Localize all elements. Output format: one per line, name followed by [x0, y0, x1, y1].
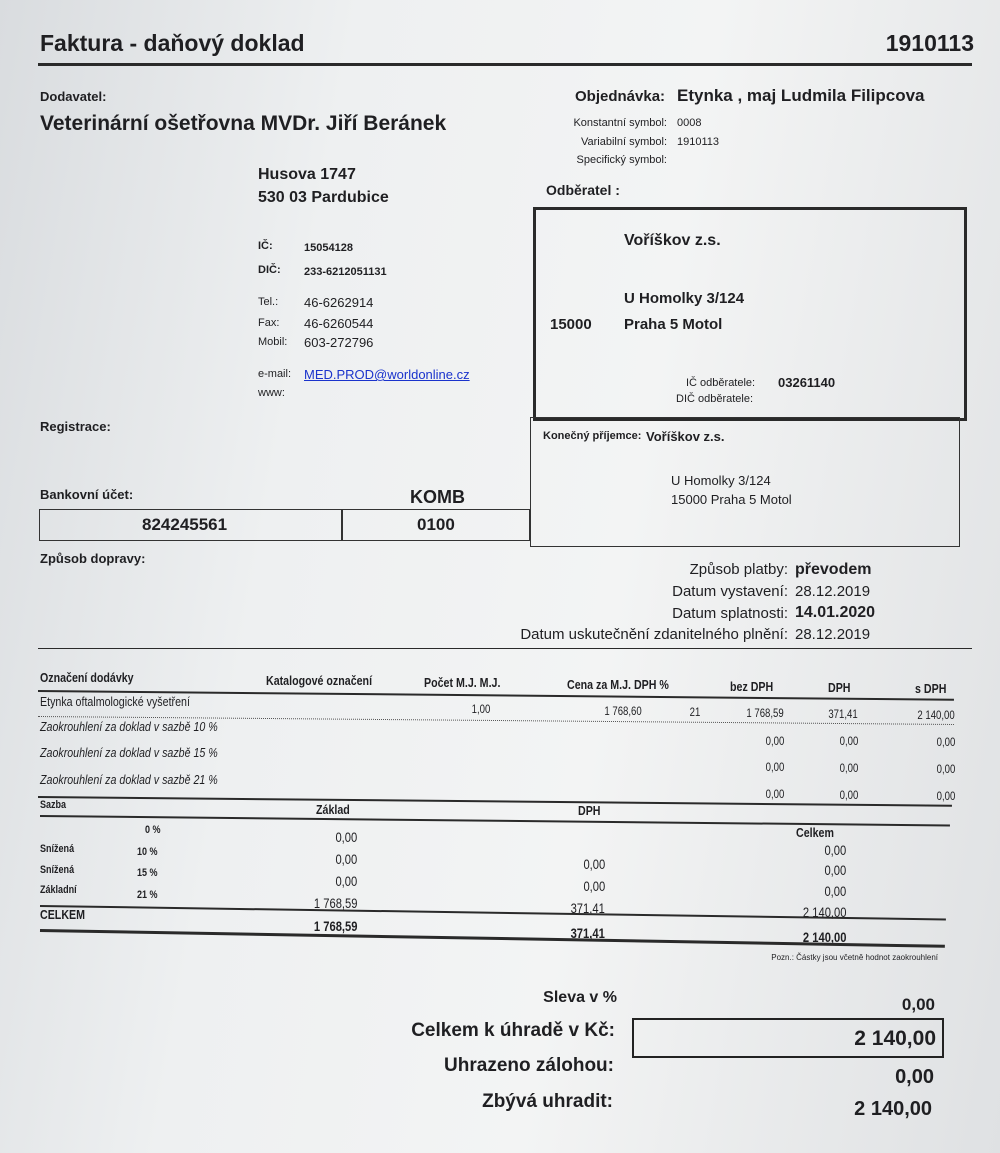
due-box [632, 1018, 944, 1058]
total: 0,00 [824, 842, 846, 858]
col-header: Základ [316, 802, 350, 817]
ic-label: IČ: [258, 240, 273, 252]
bank-code-label: KOMB [410, 487, 465, 507]
divider [38, 63, 972, 66]
item-total: 0,00 [936, 789, 955, 803]
due-date-label: Datum splatnosti: [672, 605, 788, 622]
base: 0,00 [335, 829, 357, 845]
item-vat: 371,41 [828, 707, 858, 721]
invoice-title: Faktura - daňový doklad [40, 30, 305, 56]
item-base: 0,00 [765, 734, 784, 748]
col-header: Označení dodávky [40, 670, 134, 685]
paid-label: Uhrazeno zálohou: [444, 1055, 614, 1076]
bank-account: 824245561 [142, 515, 228, 534]
total: 2 140,00 [802, 904, 846, 920]
due-date-value: 14.01.2020 [795, 604, 876, 621]
discount-value: 0,00 [901, 995, 935, 1014]
rate-label: Snížená [40, 864, 75, 876]
total-label: CELKEM [40, 907, 86, 922]
col-header: Celkem [796, 825, 834, 840]
registrace-label: Registrace: [40, 419, 111, 434]
tel-value: 46-6262914 [304, 295, 374, 310]
col-header: Počet M.J. M.J. [424, 675, 501, 690]
bank-label: Bankovní účet: [40, 487, 134, 502]
item-name: Zaokrouhlení za doklad v sazbě 10 % [40, 719, 218, 734]
customer-label: Odběratel : [546, 182, 620, 198]
item-vat: 0,00 [839, 788, 858, 802]
remaining-value: 2 140,00 [854, 1098, 932, 1120]
col-header: bez DPH [730, 679, 774, 694]
supplier-name: Veterinární ošetřovna MVDr. Jiří Beránek [40, 112, 447, 135]
item-price: 1 768,60 [604, 704, 642, 718]
customer-ic-label: IČ odběratele: [686, 377, 756, 389]
total-vat: 371,41 [570, 925, 605, 941]
divider [40, 815, 950, 827]
rate: 21 % [137, 889, 158, 901]
item-total: 0,00 [936, 735, 955, 749]
remaining-label: Zbývá uhradit: [482, 1091, 613, 1112]
vat: 0,00 [583, 878, 605, 894]
final-city: 15000 Praha 5 Motol [671, 492, 792, 507]
bank-code-cell [341, 509, 530, 541]
doprava-label: Způsob dopravy: [40, 551, 146, 566]
customer-street: U Homolky 3/124 [624, 290, 745, 307]
var-value: 1910113 [677, 136, 720, 148]
fax-label: Fax: [258, 317, 280, 329]
supplier-city: 530 03 Pardubice [258, 189, 389, 206]
tel-label: Tel.: [258, 296, 279, 308]
issued-value: 28.12.2019 [795, 583, 871, 600]
divider [38, 648, 972, 649]
ic-value: 15054128 [304, 242, 353, 254]
taxable-label: Datum uskutečnění zdanitelného plnění: [520, 626, 788, 643]
vat: 0,00 [583, 856, 605, 872]
item-name: Zaokrouhlení za doklad v sazbě 21 % [40, 772, 218, 787]
fax-value: 46-6260544 [304, 316, 374, 331]
invoice-number: 1910113 [885, 30, 974, 56]
due-value: 2 140,00 [854, 1027, 936, 1050]
item-vat: 0,00 [839, 761, 858, 775]
rate-label: Snížená [40, 843, 75, 855]
customer-city: Praha 5 Motol [624, 316, 723, 333]
base: 1 768,59 [313, 895, 357, 911]
customer-ic: 03261140 [778, 375, 836, 390]
col-header: s DPH [915, 681, 947, 696]
item-base: 0,00 [765, 760, 784, 774]
rate: 0 % [145, 824, 161, 836]
due-label: Celkem k úhradě v Kč: [411, 1020, 615, 1041]
total-sum: 2 140,00 [802, 929, 846, 945]
supplier-label: Dodavatel: [40, 89, 107, 104]
rate-label: Základní [40, 884, 77, 896]
base: 0,00 [335, 873, 357, 889]
discount-label: Sleva v % [543, 989, 617, 1006]
bank-code: 0100 [417, 515, 455, 534]
col-header: Sazba [40, 799, 67, 811]
email-link[interactable]: MED.PROD@worldonline.cz [304, 367, 470, 382]
issued-label: Datum vystavení: [672, 583, 788, 600]
customer-box [533, 207, 967, 421]
final-name: Voříškov z.s. [646, 429, 725, 444]
konst-label: Konstantní symbol: [573, 117, 667, 129]
www-label: www: [258, 387, 285, 399]
dic-label: DIČ: [258, 264, 281, 276]
col-header: DPH [578, 803, 601, 818]
final-recipient-box [530, 417, 960, 547]
mobil-label: Mobil: [258, 336, 288, 348]
customer-dic-label: DIČ odběratele: [676, 393, 754, 405]
col-header: DPH [828, 680, 851, 695]
final-street: U Homolky 3/124 [671, 473, 771, 488]
col-header: Katalogové označení [266, 673, 373, 688]
customer-name: Voříškov z.s. [624, 232, 721, 249]
rate: 10 % [137, 846, 158, 858]
divider [38, 796, 952, 807]
item-vat: 0,00 [839, 734, 858, 748]
customer-zip: 15000 [550, 316, 592, 333]
item-name: Zaokrouhlení za doklad v sazbě 15 % [40, 745, 218, 760]
paid-value: 0,00 [895, 1066, 934, 1088]
method-label: Způsob platby: [689, 561, 788, 578]
vat: 371,41 [570, 900, 605, 916]
order-label: Objednávka: [575, 88, 666, 105]
rate: 15 % [137, 867, 158, 879]
method-value: převodem [795, 561, 872, 578]
item-qty: 1,00 [471, 702, 490, 716]
total: 0,00 [824, 862, 846, 878]
item-rate: 21 [689, 705, 700, 719]
konst-value: 0008 [677, 117, 702, 129]
note: Pozn.: Částky jsou včetně hodnot zaokrouhlení [771, 953, 938, 962]
final-label: Konečný příjemce: [543, 430, 642, 442]
taxable-value: 28.12.2019 [795, 626, 871, 643]
email-label: e-mail: [258, 368, 292, 380]
total-base: 1 768,59 [313, 918, 357, 934]
base: 0,00 [335, 851, 357, 867]
item-name: Etynka oftalmologické vyšetření [40, 694, 190, 709]
item-base: 0,00 [765, 787, 784, 801]
var-label: Variabilní symbol: [581, 136, 667, 148]
spec-label: Specifický symbol: [576, 154, 667, 166]
supplier-street: Husova 1747 [258, 166, 356, 183]
order-value: Etynka , maj Ludmila Filipcova [677, 86, 925, 105]
item-total: 2 140,00 [917, 708, 955, 722]
dic-value: 233-6212051131 [304, 266, 387, 278]
mobil-value: 603-272796 [304, 335, 374, 350]
total: 0,00 [824, 883, 846, 899]
bank-account-cell [39, 509, 343, 541]
col-header: Cena za M.J. DPH % [567, 677, 669, 692]
item-base: 1 768,59 [746, 706, 784, 720]
item-total: 0,00 [936, 762, 955, 776]
